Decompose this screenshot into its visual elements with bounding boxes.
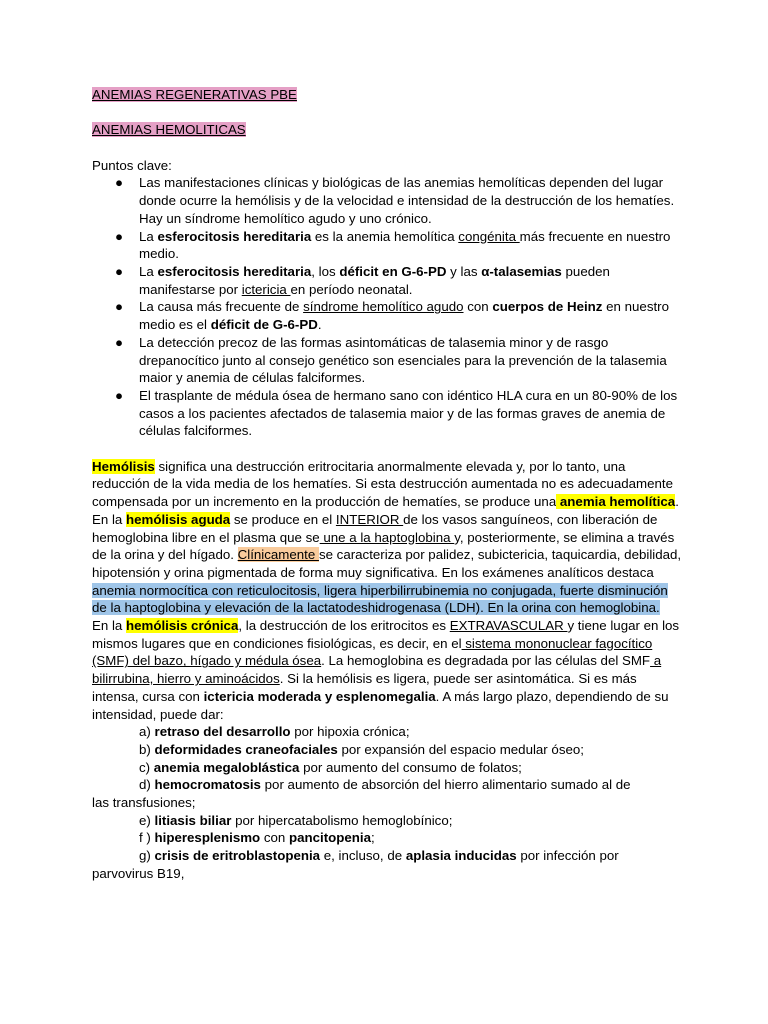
list-item-continuation: las transfusiones; [92,795,196,811]
list-item: f ) hiperesplenismo con pancitopenia; [139,830,375,846]
key-points-label: Puntos clave: [92,157,172,173]
subtitle-heading: ANEMIAS HEMOLITICAS [92,122,246,138]
paragraph-hemolisis: Hemólisis significa una destrucción eritrocitaria anormalmente elevada y, por lo tanto, una reducción de la vida media de los hematíes. Si esta destrucción aumentada no es adecuadamente compensada por un incremento en la producción de hematíes, se produce una anemia hemolítica. [92,458,679,510]
key-point-item: ● El trasplante de médula ósea de hermano sano con idéntico HLA cura en un 80-90% de los casos a los pacientes afectados de talasemia maior y de las formas graves de anemia de células falciformes. [115,387,678,439]
complications-list [92,723,682,882]
key-point-item: ● La esferocitosis hereditaria es la anemia hemolítica congénita más frecuente en nuestro medio. [115,228,671,262]
key-point-item: ● La esferocitosis hereditaria, los déficit en G-6-PD y las α-talasemias pueden manifestarse por ictericia en período neonatal. [115,264,610,297]
document-page [92,86,682,883]
key-points-list [92,174,682,440]
list-item: c) anemia megaloblástica por aumento del consumo de folatos; [139,759,522,775]
title-heading: ANEMIAS REGENERATIVAS PBE [92,87,297,102]
paragraph-hemolisis-aguda: En la hemólisis aguda se produce en el INTERIOR de los vasos sanguíneos, con liberación de hemoglobina libre en el plasma que se une a la haptoglobina y, posteriormente, se elimina a través de la orina y del hígado. Clínicamente se caracteriza por palidez, subictericia, taquicardia, debilidad, hipotensión y orina pigmentada de forma muy significativa. En los exámenes analíticos destaca anemia normocítica con reticulocitosis, ligera hiperbilirrubinemia no conjugada, fuerte disminución de la haptoglobina y elevación de la lactatodeshidrogenasa (LDH). En la orina con hemoglobina. [92,511,682,616]
key-point-item: ● Las manifestaciones clínicas y biológicas de las anemias hemolíticas dependen del lugar donde ocurre la hemólisis y de la velocidad e intensidad de la destrucción de los hematíes. Hay un síndrome hemolítico agudo y uno crónico. [115,175,675,226]
key-point-item: ● La causa más frecuente de síndrome hemolítico agudo con cuerpos de Heinz en nuestro medio es el déficit de G-6-PD. [115,299,669,333]
paragraph-hemolisis-cronica: En la hemólisis crónica, la destrucción de los eritrocitos es EXTRAVASCULAR y tiene lugar en los mismos lugares que en condiciones fisiológicas, es decir, en el sistema mononuclear fagocítico (SMF) del bazo, hígado y médula ósea. La hemoglobina es degradada por las células del SMF a bilirrubina, hierro y aminoácidos. Si la hemólisis es ligera, puede ser asintomática. Si es más intensa, cursa con ictericia moderada y esplenomegalia. A más largo plazo, dependiendo de su intensidad, puede dar: [92,618,680,722]
list-item: d) hemocromatosis por aumento de absorción del hierro alimentario sumado al de [139,777,631,793]
list-item: e) litiasis biliar por hipercatabolismo hemoglobínico; [139,812,453,828]
key-point-item: ● La detección precoz de las formas asintomáticas de talasemia minor y de rasgo drepanocítico junto al consejo genético son esenciales para la prevención de la talasemia maior y anemia de células falciformes. [115,334,667,386]
list-item: g) crisis de eritroblastopenia e, incluso, de aplasia inducidas por infección por [139,848,619,864]
list-item: b) deformidades craneofaciales por expansión del espacio medular óseo; [139,741,584,757]
list-item: a) retraso del desarrollo por hipoxia crónica; [139,724,410,740]
list-item-continuation: parvovirus B19, [92,865,185,881]
